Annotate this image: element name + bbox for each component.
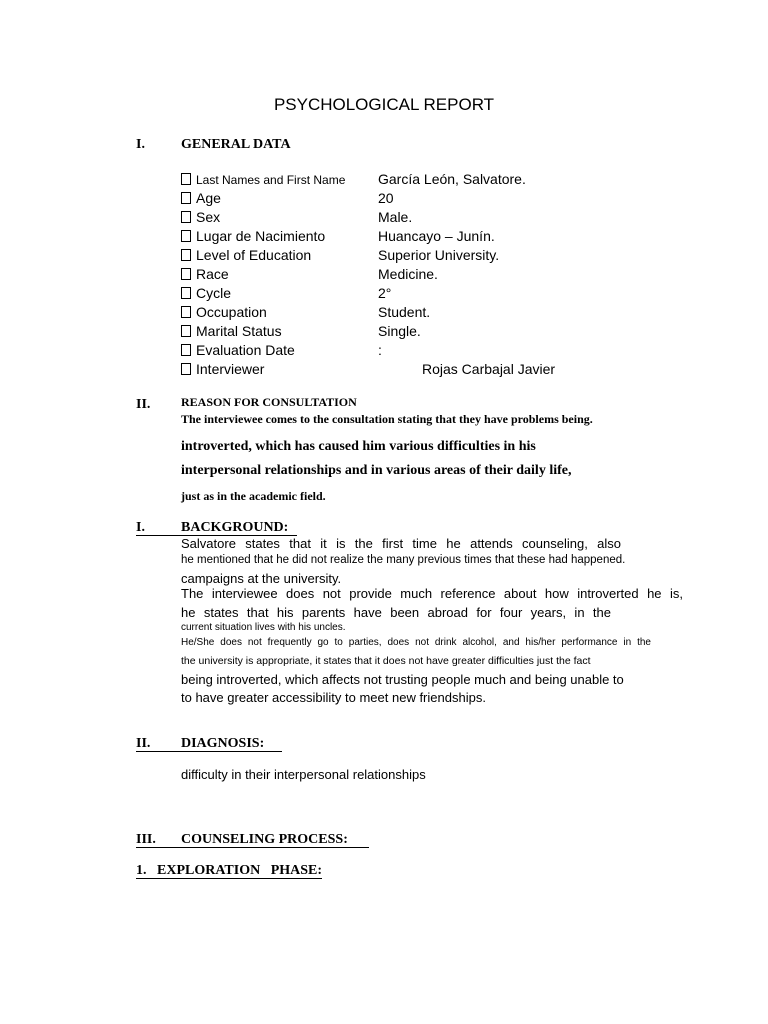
field-value-interviewer: Rojas Carbajal Javier: [422, 361, 556, 377]
checkbox-icon: [181, 173, 191, 185]
field-value-sex: Male.: [378, 209, 413, 225]
background-line: campaigns at the university.: [181, 571, 342, 586]
field-value-evaluation-date: :: [378, 342, 382, 358]
background-line: he states that his parents have been abroad for four years, in the: [181, 605, 611, 620]
checkbox-icon: [181, 344, 191, 356]
reason-line: The interviewee comes to the consultation stating that they have problems being.: [181, 412, 593, 426]
field-label: Interviewer: [196, 361, 265, 377]
field-row-marital-status: [181, 323, 282, 342]
field-value-birthplace: Huancayo – Junín.: [378, 228, 495, 244]
field-label: Occupation: [196, 304, 267, 320]
field-row-race: [181, 266, 229, 285]
field-value-age: 20: [378, 190, 394, 206]
field-label: Evaluation Date: [196, 342, 295, 358]
background-line: the university is appropriate, it states that it does not have greater difficulties just the fact: [181, 655, 591, 667]
field-value-occupation: Student.: [378, 304, 431, 320]
field-label: Sex: [196, 209, 221, 225]
field-row-occupation: [181, 304, 267, 323]
report-title: PSYCHOLOGICAL REPORT: [273, 95, 495, 114]
field-label: Race: [196, 266, 229, 282]
field-row-birthplace: [181, 228, 325, 247]
field-row-interviewer: [181, 361, 264, 380]
reason-line: interpersonal relationships and in various areas of their daily life,: [181, 463, 572, 478]
field-label: Level of Education: [196, 247, 312, 263]
reason-line: just as in the academic field.: [181, 489, 326, 503]
reason-line: introverted, which has caused him various difficulties in his: [181, 439, 536, 454]
background-line: being introverted, which affects not trusting people much and being unable to: [181, 672, 624, 687]
checkbox-icon: [181, 230, 191, 242]
section-title-diagnosis: DIAGNOSIS:: [181, 736, 265, 751]
section-title-background: BACKGROUND:: [181, 520, 289, 535]
checkbox-icon: [181, 363, 191, 375]
section-number-reason: II.: [136, 397, 151, 412]
field-row-evaluation-date: [181, 342, 295, 361]
field-value-marital-status: Single.: [378, 323, 421, 339]
field-label: Cycle: [196, 285, 232, 301]
field-value-name: García León, Salvatore.: [378, 171, 526, 187]
background-line: he mentioned that he did not realize the many previous times that these had happened.: [181, 554, 626, 566]
diagnosis-text: difficulty in their interpersonal relationships: [181, 767, 426, 782]
checkbox-icon: [181, 306, 191, 318]
checkbox-icon: [181, 192, 191, 204]
section-title-general: GENERAL DATA: [181, 137, 291, 152]
background-line: to have greater accessibility to meet new friendships.: [181, 690, 486, 705]
section-heading-diagnosis: [136, 736, 282, 752]
field-row-cycle: [181, 285, 231, 304]
section-number-background: I.: [136, 520, 145, 535]
field-row-education: [181, 247, 311, 266]
field-label: Age: [196, 190, 221, 206]
section-heading-counseling: [136, 832, 369, 848]
field-value-race: Medicine.: [378, 266, 438, 282]
field-value-education: Superior University.: [378, 247, 500, 263]
section-title-reason: REASON FOR CONSULTATION: [181, 395, 357, 409]
background-line: current situation lives with his uncles.: [181, 622, 346, 633]
field-value-cycle: 2°: [378, 285, 392, 301]
field-row-sex: [181, 209, 220, 228]
field-label: Last Names and First Name: [196, 173, 346, 187]
field-label: Marital Status: [196, 323, 282, 339]
checkbox-icon: [181, 325, 191, 337]
section-number-counseling: III.: [136, 832, 156, 847]
field-label: Lugar de Nacimiento: [196, 228, 326, 244]
checkbox-icon: [181, 268, 191, 280]
checkbox-icon: [181, 287, 191, 299]
section-number-diagnosis: II.: [136, 736, 151, 751]
field-row-age: [181, 190, 221, 209]
checkbox-icon: [181, 249, 191, 261]
section-title-counseling: COUNSELING PROCESS:: [181, 832, 348, 847]
checkbox-icon: [181, 211, 191, 223]
background-line: Salvatore states that it is the first time he attends counseling, also: [181, 536, 621, 551]
field-row-name: [181, 171, 345, 190]
section-heading-background: [136, 520, 297, 536]
exploration-phase-heading: 1. EXPLORATION PHASE:: [136, 863, 323, 878]
background-line: The interviewee does not provide much reference about how introverted he is,: [181, 586, 683, 601]
section-number-general: I.: [136, 137, 145, 152]
background-line: He/She does not frequently go to parties, does not drink alcohol, and his/her performance in the: [181, 637, 651, 648]
